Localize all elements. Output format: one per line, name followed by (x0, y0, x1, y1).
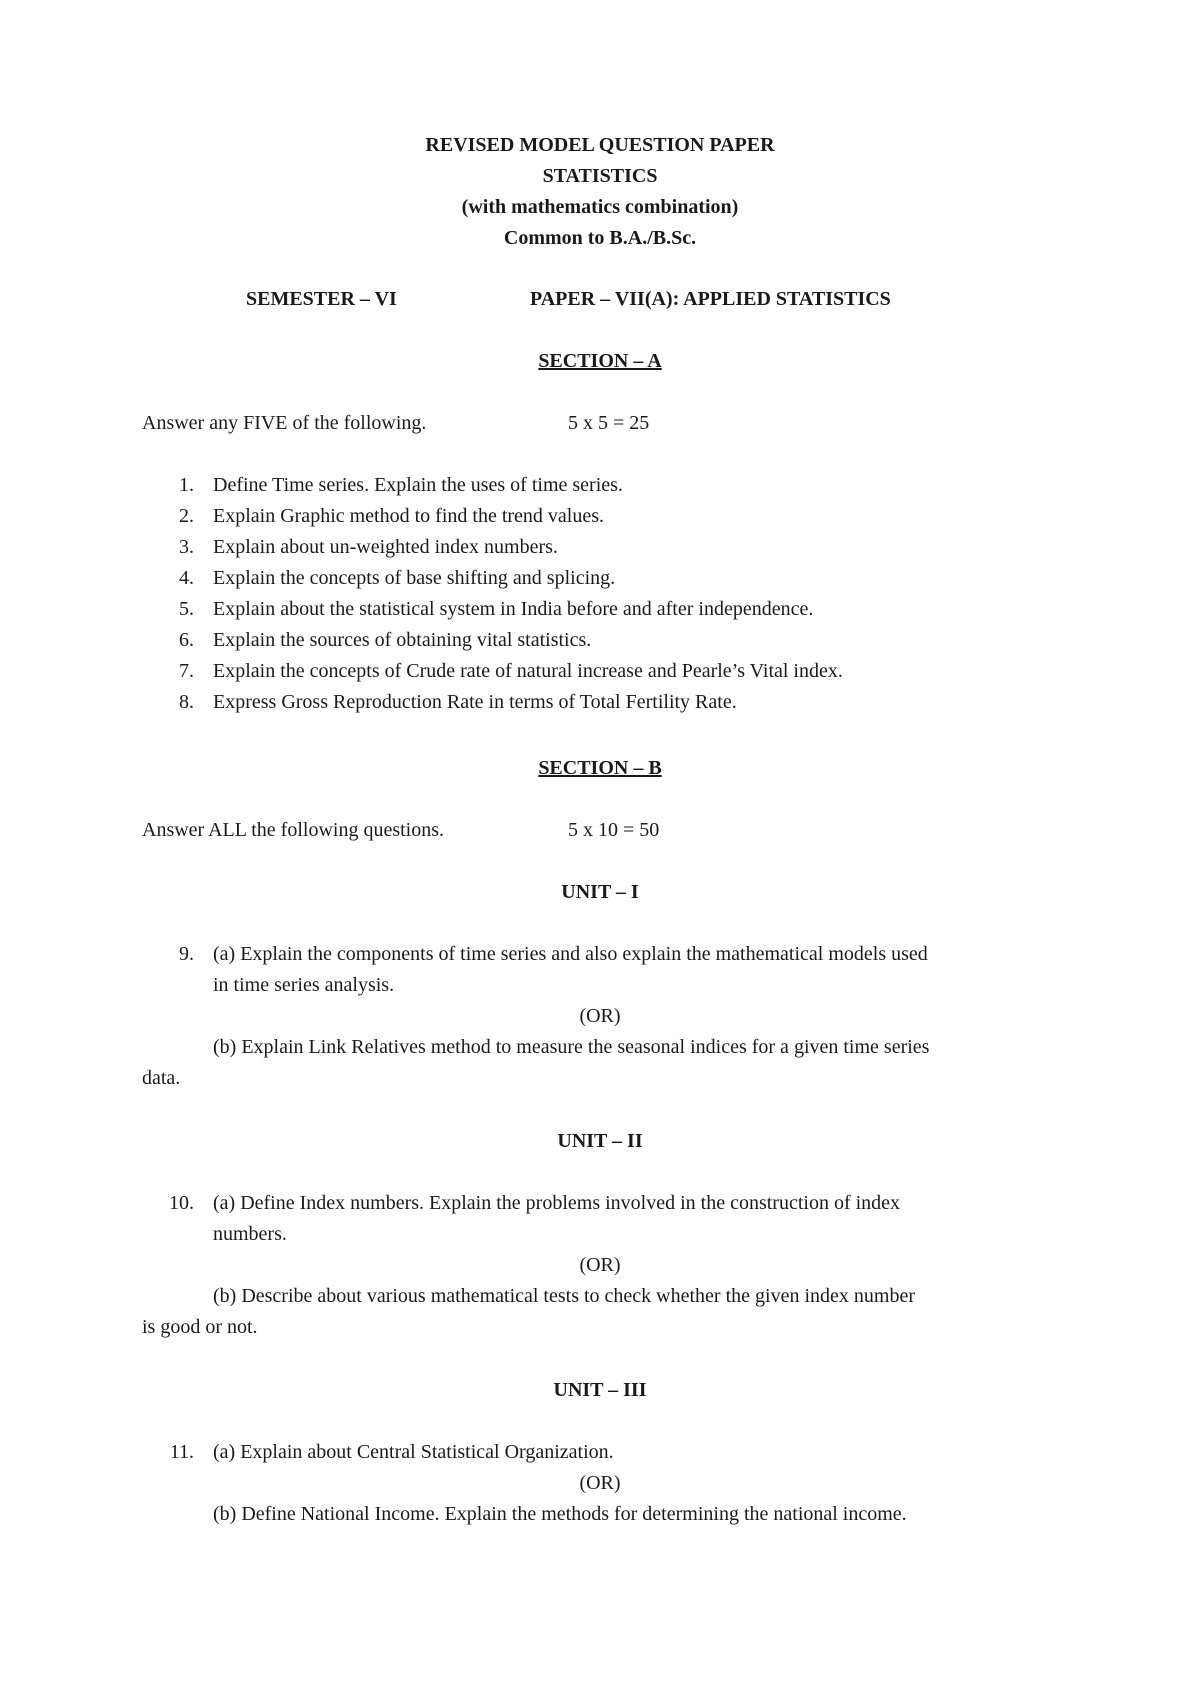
question-part-b-continued: data. (142, 1067, 181, 1089)
section-a-marks: 5 x 5 = 25 (568, 412, 650, 434)
question-text: Explain the concepts of Crude rate of natural increase and Pearle’s Vital index. (213, 660, 843, 682)
question-part-a-continued: in time series analysis. (213, 974, 395, 996)
unit-title: UNIT – III (553, 1379, 647, 1401)
question-text: Define Time series. Explain the uses of time series. (213, 474, 623, 496)
unit-title: UNIT – I (561, 881, 639, 903)
semester-label: SEMESTER – VI (246, 288, 397, 310)
question-text: Explain the concepts of base shifting and splicing. (213, 567, 616, 589)
section-b-instruction: Answer ALL the following questions. (142, 819, 445, 841)
question-text: Explain Graphic method to find the trend values. (213, 505, 605, 527)
question-number: 7. (179, 660, 194, 682)
question-part-a-continued: numbers. (213, 1223, 287, 1245)
question-text: Explain the sources of obtaining vital statistics. (213, 629, 592, 651)
section-b-marks: 5 x 10 = 50 (568, 819, 660, 841)
question-part-a: (a) Explain about Central Statistical Organization. (213, 1441, 614, 1463)
question-number: 11. (169, 1441, 194, 1463)
paper-title: REVISED MODEL QUESTION PAPER (425, 134, 775, 156)
question-number: 8. (179, 691, 194, 713)
unit-title: UNIT – II (557, 1130, 643, 1152)
section-a-title: SECTION – A (538, 350, 662, 372)
subject-title: STATISTICS (542, 165, 658, 187)
question-part-b: (b) Define National Income. Explain the methods for determining the national income. (213, 1503, 907, 1525)
paper-label: PAPER – VII(A): APPLIED STATISTICS (530, 288, 891, 310)
question-number: 5. (179, 598, 194, 620)
subject-subtitle: (with mathematics combination) (461, 196, 739, 218)
section-a-instruction: Answer any FIVE of the following. (142, 412, 427, 434)
question-number: 9. (179, 943, 194, 965)
question-number: 3. (179, 536, 194, 558)
question-part-b: (b) Describe about various mathematical tests to check whether the given index number (213, 1285, 915, 1307)
question-number: 1. (179, 474, 194, 496)
course-line: Common to B.A./B.Sc. (503, 227, 697, 249)
question-number: 2. (179, 505, 194, 527)
question-text: Explain about the statistical system in India before and after independence. (213, 598, 814, 620)
question-number: 6. (179, 629, 194, 651)
question-part-b-continued: is good or not. (142, 1316, 258, 1338)
question-text: Express Gross Reproduction Rate in terms of Total Fertility Rate. (213, 691, 737, 713)
or-separator: (OR) (579, 1005, 621, 1027)
question-part-a: (a) Define Index numbers. Explain the problems involved in the construction of index (213, 1192, 901, 1214)
question-text: Explain about un-weighted index numbers. (213, 536, 558, 558)
question-number: 10. (169, 1192, 194, 1214)
section-b-title: SECTION – B (538, 757, 662, 779)
question-part-b: (b) Explain Link Relatives method to measure the seasonal indices for a given time series (213, 1036, 930, 1058)
or-separator: (OR) (579, 1254, 621, 1276)
or-separator: (OR) (579, 1472, 621, 1494)
question-number: 4. (179, 567, 194, 589)
question-part-a: (a) Explain the components of time series and also explain the mathematical models used (213, 943, 928, 965)
